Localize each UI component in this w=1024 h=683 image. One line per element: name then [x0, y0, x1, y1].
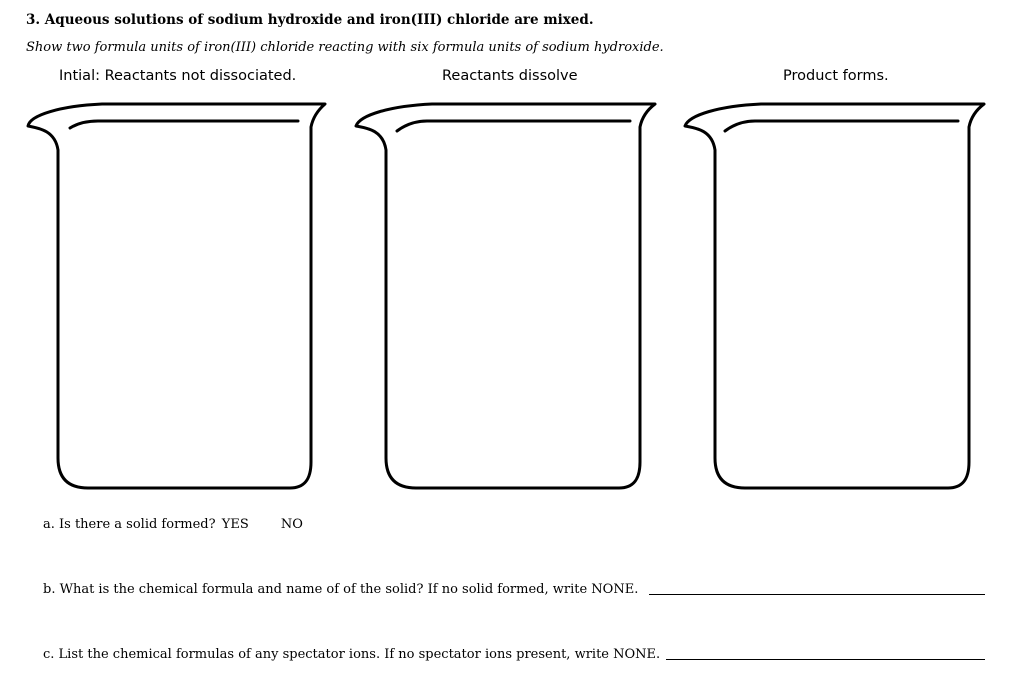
- beaker-label-dissolve: Reactants dissolve: [442, 68, 578, 84]
- question-instruction: Show two formula units of iron(III) chloride reacting with six formula units of sodium hydroxide.: [26, 40, 664, 55]
- beaker-1[interactable]: [28, 104, 325, 488]
- beaker-3[interactable]: [685, 104, 984, 488]
- question-title: 3. Aqueous solutions of sodium hydroxide and iron(III) chloride are mixed.: [26, 12, 594, 28]
- beaker-label-initial: Intial: Reactants not dissociated.: [59, 68, 297, 84]
- part-b-question: b. What is the chemical formula and name of of the solid? If no solid formed, write NONE.: [43, 582, 639, 597]
- part-a-question: [43, 517, 303, 532]
- beaker-label-product: Product forms.: [783, 68, 889, 84]
- no-option[interactable]: NO: [280, 517, 303, 532]
- part-b-answer-line[interactable]: [649, 594, 985, 595]
- yes-option[interactable]: YES: [221, 517, 249, 532]
- part-a-text: a. Is there a solid formed?: [43, 517, 216, 532]
- beaker-2[interactable]: [356, 104, 655, 488]
- part-c-question: c. List the chemical formulas of any spectator ions. If no spectator ions present, write NONE.: [43, 647, 661, 662]
- part-c-answer-line[interactable]: [666, 659, 985, 660]
